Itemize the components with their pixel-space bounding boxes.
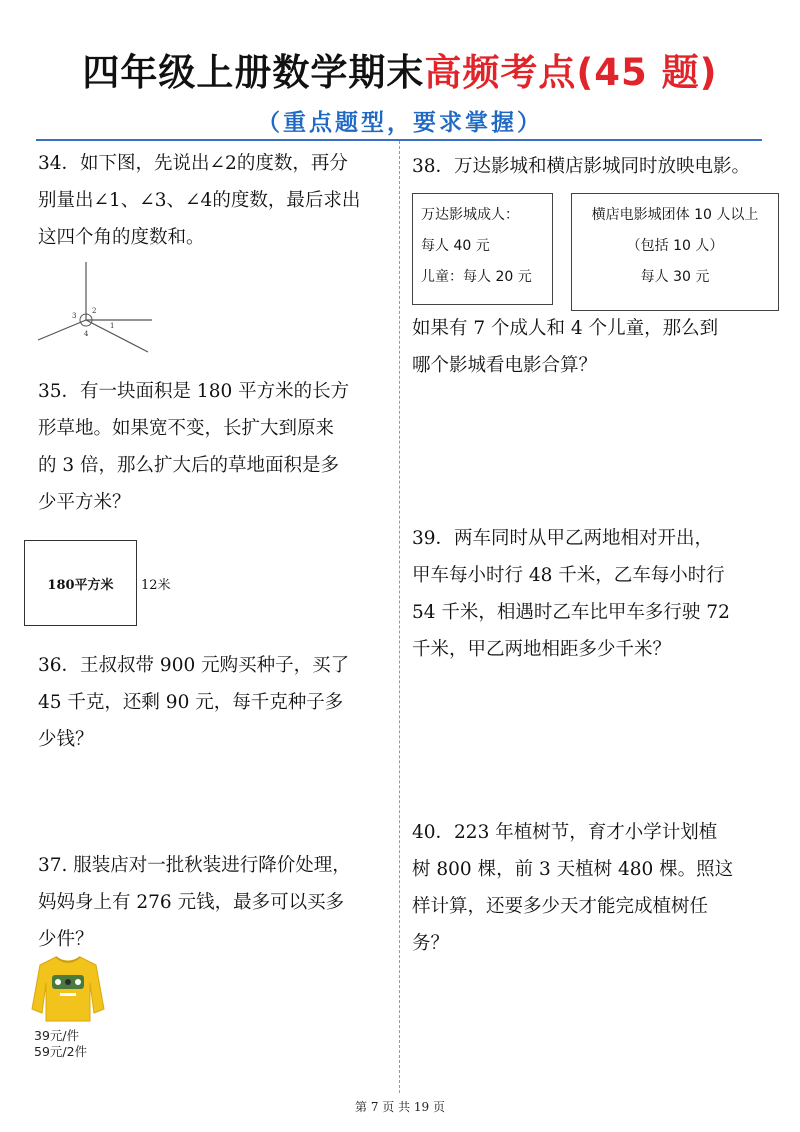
question-35 [38, 373, 398, 521]
page-number: 第 7 页 共 19 页 [355, 1100, 445, 1114]
q34-line: 这四个角的度数和。 [38, 227, 205, 248]
q36-line: 45 千克，还剩 90 元，每千克种子多 [38, 692, 344, 713]
price-pair: 59元/2件 [34, 1044, 88, 1059]
column-divider [399, 141, 400, 1093]
q40-line: 40．223 年植树节，育才小学计划植 [412, 822, 718, 843]
q35-line: 的 3 倍，那么扩大后的草地面积是多 [38, 455, 340, 476]
q40-line: 样计算，还要多少天才能完成植树任 [412, 896, 709, 917]
q34-line: 34．如下图，先说出∠2的度数，再分 [38, 153, 348, 174]
q38-line: 哪个影城看电影合算？ [412, 355, 598, 376]
q37-line: 37. 服装店对一批秋装进行降价处理， [38, 855, 351, 876]
q40-line: 树 800 棵，前 3 天植树 480 棵。照这 [412, 859, 734, 880]
q36-line: 少钱？ [38, 729, 94, 750]
angle-label-4: 4 [84, 330, 89, 338]
hengdian-line: 每人 30 元 [640, 269, 710, 285]
hengdian-line: 横店电影城团体 10 人以上 [591, 207, 759, 223]
angle-label-3: 3 [72, 312, 77, 320]
q37-line: 妈妈身上有 276 元钱，最多可以买多 [38, 892, 345, 913]
q36-line: 36．王叔叔带 900 元购买种子，买了 [38, 655, 350, 676]
q39-line: 54 千米，相遇时乙车比甲车多行驶 72 [412, 602, 730, 623]
ticket-box-hengdian [571, 193, 779, 311]
page-title [0, 42, 800, 96]
question-38-intro [412, 148, 782, 185]
question-38 [412, 310, 782, 384]
lawn-area-label: 180平方米 [47, 578, 114, 593]
q35-line: 35．有一块面积是 180 平方米的长方 [38, 381, 350, 402]
angle-ray-left [38, 320, 86, 340]
q34-line: 别量出∠1、∠3、∠4的度数，最后求出 [38, 190, 361, 211]
hengdian-line: （包括 10 人） [626, 238, 724, 254]
ticket-box-wanda [412, 193, 553, 305]
q38-line: 如果有 7 个成人和 4 个儿童，那么到 [412, 318, 719, 339]
q35-line: 形草地。如果宽不变，长扩大到原来 [38, 418, 335, 439]
sweatshirt-icon [30, 953, 106, 1025]
page-subtitle: （重点题型，要求掌握） [257, 110, 543, 136]
price-single: 39元/件 [34, 1028, 80, 1043]
question-34 [38, 145, 398, 256]
wanda-line: 儿童：每人 20 元 [421, 269, 532, 285]
price-tag [34, 1028, 87, 1060]
wanda-line: 每人 40 元 [421, 238, 490, 254]
q35-line: 少平方米？ [38, 492, 131, 513]
lawn-width-label: 12米 [141, 578, 171, 593]
q39-line: 千米，甲乙两地相距多少千米？ [412, 639, 672, 660]
q40-line: 务？ [412, 933, 450, 954]
question-40 [412, 814, 782, 962]
wanda-line: 万达影城成人： [421, 207, 519, 223]
angle-ray-down [86, 320, 148, 352]
question-36 [38, 647, 398, 758]
q38-intro: 38．万达影城和横店影城同时放映电影。 [412, 156, 751, 177]
q39-line: 39．两车同时从甲乙两地相对开出， [412, 528, 714, 549]
title-main: 四年级上册数学期末 [82, 51, 425, 94]
title-highlight: 高频考点(45 题) [424, 51, 718, 94]
q39-line: 甲车每小时行 48 千米，乙车每小时行 [412, 565, 725, 586]
question-39 [412, 520, 782, 668]
question-37 [38, 847, 398, 958]
q37-line: 少件？ [38, 929, 94, 950]
lawn-rectangle [24, 540, 137, 626]
angle-label-1: 1 [110, 322, 115, 330]
angle-label-2: 2 [92, 307, 97, 315]
angle-figure [30, 258, 160, 358]
